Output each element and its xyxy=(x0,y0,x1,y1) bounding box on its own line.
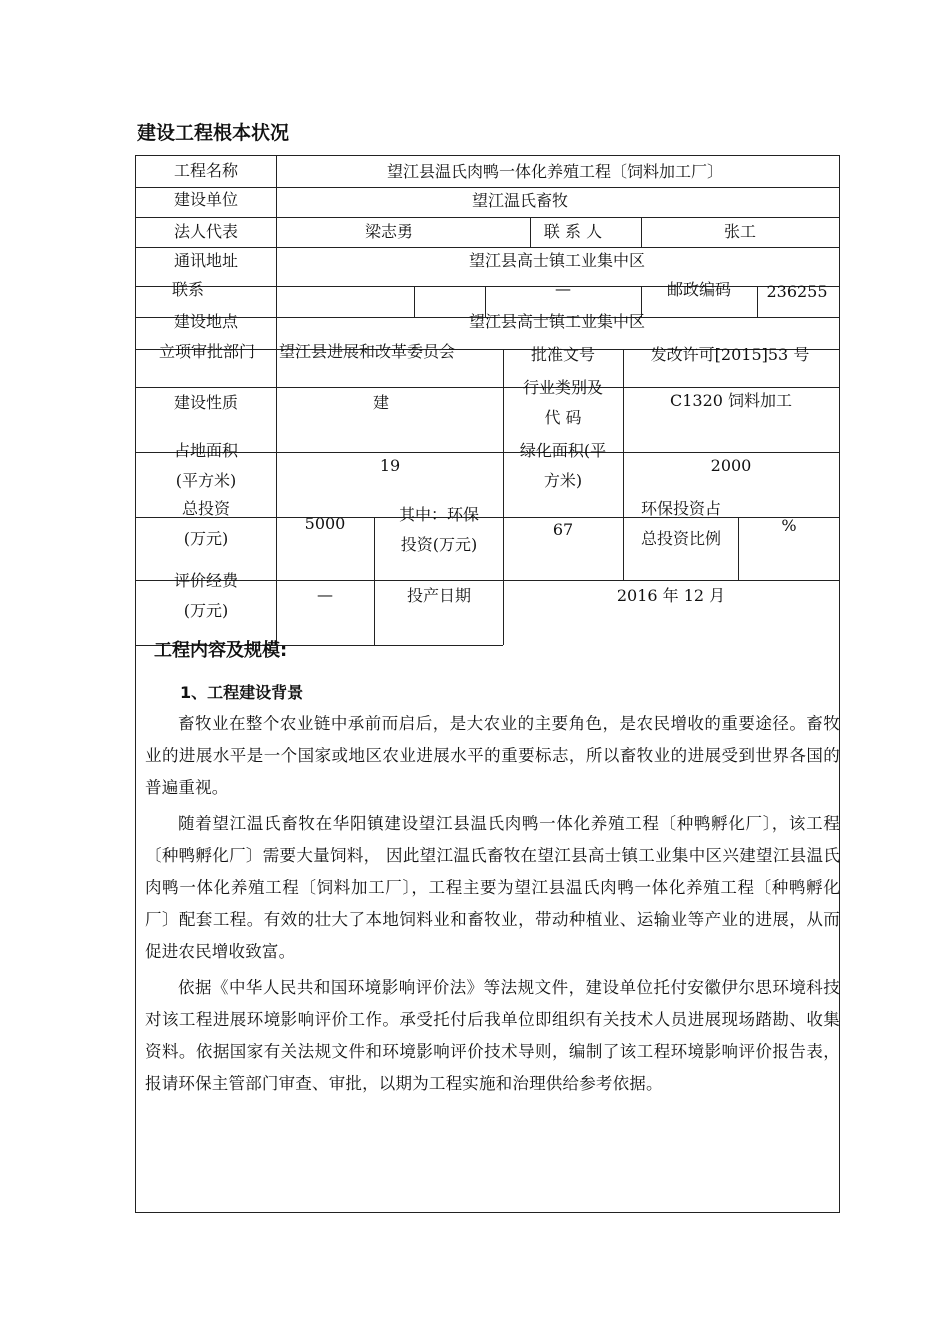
row-divider xyxy=(135,580,840,581)
site-label: 建设地点 xyxy=(173,312,239,331)
paragraph: 依据《中华人民共和国环境影响评价法》等法规文件，建设单位托付安徽伊尔思环境科技对该工程进展环境影响评价工作。承受托付后我单位即组织有关技术人员进展现场踏勘、收集资料。依据国家有关法规文件和环境影响评价技术导则，编制了该工程环境影响评价报告表，报请环保主管部门审查、审批，以期为工程实施和治理供给参考依据。 xyxy=(145,978,840,1093)
legal-rep-label: 法人代表 xyxy=(173,222,239,241)
row-divider xyxy=(135,217,840,218)
industry-value: C1320 饲料加工 xyxy=(669,391,793,410)
subsection-heading: 1、工程建设背景 xyxy=(180,683,304,702)
site-value: 望江县高士镇工业集中区 xyxy=(468,312,646,331)
legal-rep-value: 梁志勇 xyxy=(364,222,414,241)
col-divider xyxy=(738,517,739,580)
invest-value: 5000 xyxy=(304,514,346,533)
approval-no-value: 发改许可[2015]53 号 xyxy=(650,345,810,364)
env-invest-value: 67 xyxy=(552,520,574,539)
page-title: 建设工程根本状况 xyxy=(137,122,290,144)
row-divider xyxy=(135,286,840,287)
col-divider xyxy=(503,349,504,645)
col-divider xyxy=(374,517,375,645)
contact-label: 联 系 人 xyxy=(543,222,603,241)
paragraph: 畜牧业在整个农业链中承前而启后，是大农业的主要角色，是农民增收的重要途径。畜牧业的进展水平是一个国家或地区农业进展水平的重要标志，所以畜牧业的进展受到世界各国的普遍重视。 xyxy=(145,714,840,797)
invest-label: 总投资 (万元) xyxy=(181,499,231,548)
row-divider xyxy=(135,517,840,518)
ratio-value: % xyxy=(781,516,797,535)
address-label: 通讯地址 xyxy=(173,251,239,270)
col-divider xyxy=(641,217,642,247)
project-name-label: 工程名称 xyxy=(173,161,239,180)
col-divider xyxy=(276,155,277,645)
col-divider xyxy=(623,349,624,580)
row-divider xyxy=(135,452,840,453)
col-divider xyxy=(757,286,758,317)
green-label: 绿化面积(平 方米) xyxy=(519,441,607,490)
area-label: 占地面积 (平方米) xyxy=(173,441,239,490)
col-divider xyxy=(530,217,531,247)
phone-value: — xyxy=(555,279,571,298)
builder-value: 望江温氏畜牧 xyxy=(471,191,569,210)
row-divider xyxy=(135,387,840,388)
industry-label: 行业类别及 代 码 xyxy=(522,378,604,427)
fee-value: — xyxy=(317,585,333,604)
row-divider xyxy=(135,187,840,188)
postcode-label: 邮政编码 xyxy=(666,280,732,299)
nature-value: 建 xyxy=(372,393,390,412)
env-invest-label: 其中：环保 投资(万元) xyxy=(398,505,480,554)
area-value: 19 xyxy=(379,456,401,475)
green-value: 2000 xyxy=(710,456,752,475)
contact-value: 张工 xyxy=(723,222,757,241)
builder-label: 建设单位 xyxy=(173,190,239,209)
prod-date-value: 2016 年 12 月 xyxy=(616,586,726,605)
approval-dept-value: 望江县进展和改革委员会 xyxy=(279,342,456,361)
prod-date-label: 投产日期 xyxy=(406,586,472,605)
paragraph: 随着望江温氏畜牧在华阳镇建设望江县温氏肉鸭一体化养殖工程〔种鸭孵化厂〕，该工程〔种鸭孵化厂〕需要大量饲料， 因此望江温氏畜牧在望江县高士镇工业集中区兴建望江县温氏肉鸭一体化养殖工程〔饲料加工厂〕，工程主要为望江县温氏肉鸭一体化养殖工程〔种鸭孵化厂〕配套工程。有效的壮大了本地饲料业和畜牧业，带动种植业、运输业等产业的进展，从而促进农民增收致富。 xyxy=(145,814,840,961)
nature-label: 建设性质 xyxy=(173,393,239,412)
phone-label: 联系 xyxy=(171,280,205,299)
postcode-value: 236255 xyxy=(766,282,828,301)
approval-no-label: 批准文号 xyxy=(530,345,596,364)
fee-label: 评价经费 (万元) xyxy=(173,571,239,620)
project-name-value: 望江县温氏肉鸭一体化养殖工程〔饲料加工厂〕 xyxy=(386,162,724,181)
col-divider xyxy=(414,286,415,317)
section-heading: 工程内容及规模: xyxy=(154,640,288,661)
row-divider xyxy=(135,247,840,248)
ratio-label: 环保投资占 总投资比例 xyxy=(640,499,722,548)
approval-dept-label: 立项审批部门 xyxy=(158,342,256,361)
address-value: 望江县高士镇工业集中区 xyxy=(468,251,646,270)
